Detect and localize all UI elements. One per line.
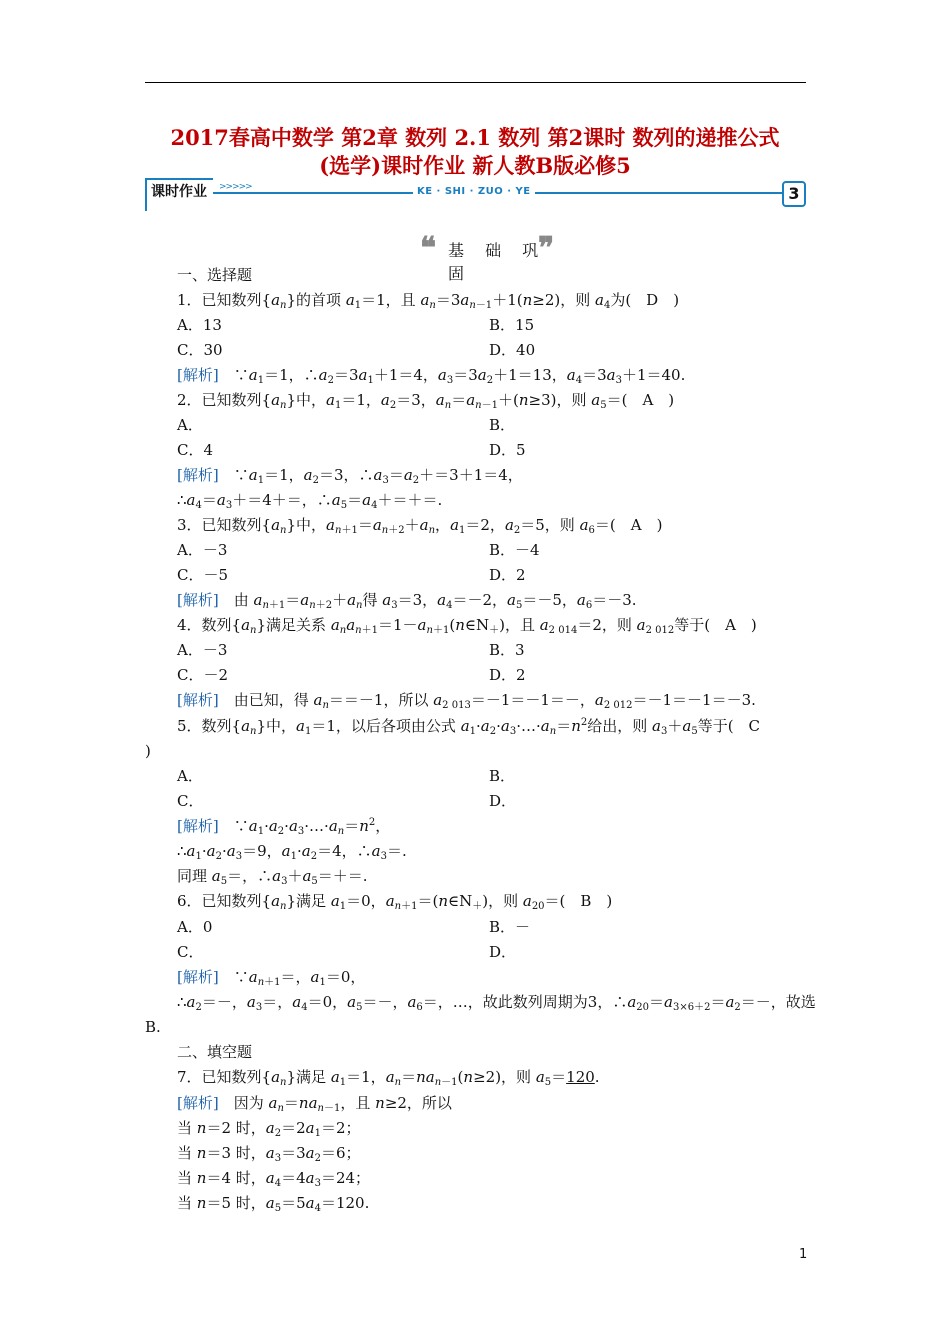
q3-option-b: B．－4 <box>489 541 540 559</box>
q2-option-b: B． <box>489 416 516 434</box>
q6-solution: [解析] $\because a_{n+1}=$，$a_1=0$， <box>177 968 366 988</box>
question-6: 6．已知数列$\{a_n\}$满足 $a_1=0$，$a_{n+1}=(n\in N_+)$，则 $a_{20}=$( B ) <box>177 892 613 912</box>
q2-option-d: D．5 <box>489 441 526 459</box>
q7-step-1: 当 n＝2 时，$a_2=2a_1=2$； <box>177 1119 361 1139</box>
q4-option-a: A．－3 <box>177 641 228 659</box>
q3-solution: [解析] 由 $a_{n+1}=a_{n+2}+a_n$得 $a_3=3$，$a_4=-2$，$a_5=-5$，$a_6=-3$. <box>177 591 637 611</box>
q3-option-a: A．－3 <box>177 541 228 559</box>
header-rule <box>145 82 806 83</box>
q2-option-a: A． <box>177 416 203 434</box>
question-3: 3．已知数列$\{a_n\}$中，$a_{n+1}=a_{n+2}+a_n$，$a_1=2$，$a_2=5$，则 $a_6=$( A ) <box>177 516 663 536</box>
q4-option-c: C．－2 <box>177 666 229 684</box>
q3-option-d: D．2 <box>489 566 526 584</box>
q6-solution-end: B. <box>145 1018 161 1036</box>
q6-option-c: C． <box>177 943 204 961</box>
solution-tag: [解析] <box>177 817 219 835</box>
q7-step-3: 当 n＝4 时，$a_4=4a_3=24$； <box>177 1169 371 1189</box>
q5-option-c: C． <box>177 792 204 810</box>
q5-option-a: A． <box>177 767 203 785</box>
banner-arrows: >>>>> <box>219 182 252 192</box>
banner-number: 3 <box>782 181 806 207</box>
q1-option-b: B．15 <box>489 316 535 334</box>
q1-solution: [解析] $\because a_1=1$，$\therefore a_2=3a_1+1=4$，$a_3=3a_2+1=13$，$a_4=3a_3+1=40$. <box>177 366 686 386</box>
q7-step-4: 当 n＝5 时，$a_5=5a_4=120$. <box>177 1194 370 1214</box>
q5-option-b: B． <box>489 767 516 785</box>
q4-option-b: B．3 <box>489 641 525 659</box>
question-1: 1．已知数列$\{a_n\}$的首项 $a_1=1$，且 $a_n=3a_{n-1}+1(n\ge 2)$，则 $a_4$为( D ) <box>177 291 680 311</box>
solution-tag: [解析] <box>177 366 219 384</box>
q4-option-d: D．2 <box>489 666 526 684</box>
solution-tag: [解析] <box>177 466 219 484</box>
q5-solution: [解析] $\because a_1\cdot a_2\cdot a_3\cdot\dots\cdot a_n=n^2$， <box>177 817 391 837</box>
document-title-line2: (选学)课时作业 新人教B版必修5 <box>319 153 631 178</box>
q6-option-a: A．0 <box>177 918 213 936</box>
q7-solution: [解析] 因为 $a_n=na_{n-1}$，且 n≥2，所以 <box>177 1094 452 1114</box>
solution-tag: [解析] <box>177 968 219 986</box>
q1-option-d: D．40 <box>489 341 536 359</box>
q2-solution: [解析] $\because a_1=1$，$a_2=3$，$\therefore a_3=a_2+=3+1=4$， <box>177 466 523 486</box>
q4-solution: [解析] 由已知，得 $a_n==-1$，所以 $a_{2 013}=-1=-1=-$，$a_{2 012}=-1=-1=-3$. <box>177 691 756 711</box>
question-5: 5．数列$\{a_n\}$中，$a_1=1$，以后各项由公式 $a_1\cdot a_2\cdot a_3\cdot\dots\cdot a_n=n^2$给出，则 $a_3+a_5$等于( C <box>177 717 761 737</box>
page-number: 1 <box>799 1247 808 1262</box>
solution-tag: [解析] <box>177 591 219 609</box>
part-heading-choice: 一、选择题 <box>177 266 253 284</box>
q1-option-c: C．30 <box>177 341 223 359</box>
banner-label: 课时作业 <box>151 184 207 200</box>
q3-option-c: C．－5 <box>177 566 229 584</box>
q6-solution-cont: $\therefore a_2=-$，$a_3=$，$a_4=0$，$a_5=-$，$a_6=$，…，故此数列周期为3，$\therefore a_{20}=a_{3\times 6+2}=a_2=-$，故选 <box>177 993 816 1013</box>
close-quote-icon: ❞ <box>538 231 555 266</box>
q2-solution-cont: $\therefore a_4=a_3+=4+=$，$\therefore a_5=a_4+=+=$. <box>177 491 443 511</box>
q7-answer: 120 <box>566 1068 595 1086</box>
open-quote-icon: ❝ <box>420 231 437 266</box>
section-title-text: 基 础 巩 固 <box>448 241 547 283</box>
solution-tag: [解析] <box>177 691 219 709</box>
part-heading-fill: 二、填空题 <box>177 1043 253 1061</box>
q2-option-c: C．4 <box>177 441 214 459</box>
homework-banner <box>145 178 806 212</box>
section-title <box>420 231 570 283</box>
q5-solution-cont1: $\therefore a_1\cdot a_2\cdot a_3=9$，$a_1\cdot a_2=4$，$\therefore a_3=$. <box>177 842 407 862</box>
q5-option-d: D． <box>489 792 517 810</box>
question-7: 7．已知数列$\{a_n\}$满足 $a_1=1$，$a_n=na_{n-1}(n\ge 2)$，则 $a_5=120$. <box>177 1068 600 1088</box>
solution-tag: [解析] <box>177 1094 219 1112</box>
q6-option-b: B．－ <box>489 918 531 936</box>
banner-pinyin: KE · SHI · ZUO · YE <box>413 186 535 197</box>
question-4: 4．数列$\{a_n\}$满足关系 $a_na_{n+1}=1-a_{n+1}(n\in N_+)$，且 $a_{2 014}=2$，则 $a_{2 012}$等于( A ) <box>177 616 757 636</box>
q5-solution-cont2: 同理 $a_5=$，$\therefore a_3+a_5=+=$. <box>177 867 368 887</box>
question-5-cont: ) <box>145 742 151 760</box>
q1-option-a: A．13 <box>177 316 222 334</box>
document-title-line1: 2017春高中数学 第2章 数列 2.1 数列 第2课时 数列的递推公式 <box>170 125 780 150</box>
q7-step-2: 当 n＝3 时，$a_3=3a_2=6$； <box>177 1144 361 1164</box>
question-2: 2．已知数列$\{a_n\}$中，$a_1=1$，$a_2=3$，$a_n=a_{n-1}+(n\ge 3)$，则 $a_5=$( A ) <box>177 391 675 411</box>
q6-option-d: D． <box>489 943 517 961</box>
